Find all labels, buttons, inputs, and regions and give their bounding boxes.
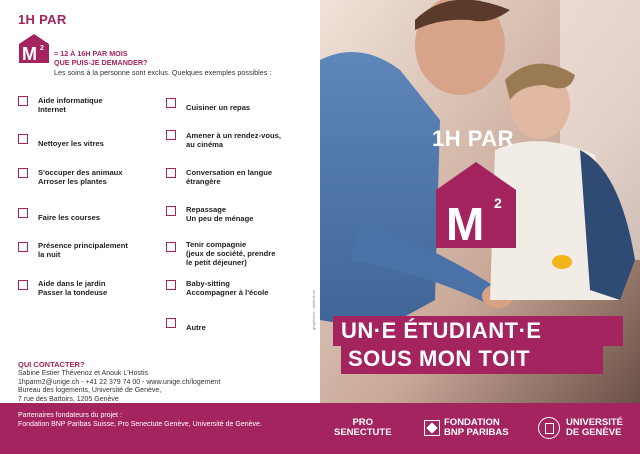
item-line: Internet [38,105,66,115]
item-line: la nuit [38,250,61,260]
unige-line-1: UNIVERSITÉ [566,417,624,428]
item-line: (jeux de société, prendre [186,249,276,259]
item-line: le petit déjeuner) [186,258,247,268]
checkbox-conversation[interactable] [166,168,176,178]
checkbox-cuisiner[interactable] [166,98,176,108]
left-panel [0,0,320,403]
partners-text [18,411,262,429]
item-line: Tenir compagnie [186,240,247,249]
note-text: Les soins à la personne sont exclus. Quelques exemples possibles : [54,68,272,77]
item-line: Conversation en langue [186,168,273,177]
topline-1h-par: 1H PAR [18,12,67,27]
item-line: Nettoyer les vitres [38,139,104,148]
item-line: S'occuper des animaux [38,168,123,177]
cover-title-line-2: SOUS MON TOIT [348,346,531,371]
item-line: Passer la tondeuse [38,288,108,298]
pro-senectute-logo [334,418,392,438]
item-line: Faire les courses [38,213,101,222]
item-line: Accompagner à l'école [186,288,269,298]
item-conversation [186,168,272,186]
item-line: au cinéma [186,140,224,150]
contact-heading: QUI CONTACTER? [18,360,85,369]
m2-logo-sup: 2 [40,45,44,52]
item-line: Autre [186,323,206,332]
subtitle-block [54,49,147,67]
subtitle-line-1: = 12 À 16H PAR MOIS [54,49,128,58]
pro-senectute-line-2: SENECTUTE [334,427,392,438]
item-line: Repassage [186,205,227,214]
cover-title-line-1: UN·E ÉTUDIANT·E [341,318,542,343]
checkbox-aide-informatique[interactable] [18,96,28,106]
item-baby-sitting [186,279,268,297]
contact-line: 7 rue des Battoirs, 1205 Genève [18,395,119,403]
item-autre [186,323,206,332]
cover-m2-m: M [446,198,485,250]
item-presence-nuit [38,241,128,259]
contact-block [18,370,220,404]
item-line: Baby-sitting [186,279,230,288]
contact-email-phone[interactable]: 1hparm2@unige.ch - +41 22 379 74 00 - www.unige.ch/logement [18,378,221,386]
checkbox-animaux[interactable] [18,168,28,178]
m2-house-logo [18,32,50,64]
contact-line: Sabine Estier Thévenoz et Anouk L'Hostis [18,370,149,377]
checkbox-courses[interactable] [18,208,28,218]
checkbox-nettoyer-vitres[interactable] [18,134,28,144]
cover-m2-sup: 2 [494,195,502,211]
item-line: Aide dans le jardin [38,279,106,288]
cover-m2-house-logo [434,160,518,250]
checkbox-baby-sitting[interactable] [166,280,176,290]
bnp-line-2: BNP PARIBAS [444,427,509,438]
checkbox-jardin[interactable] [18,280,28,290]
footer-band [0,403,640,454]
item-line: Aide informatique [38,96,103,105]
item-courses [38,213,100,222]
unige-logo [566,418,623,438]
item-compagnie [186,240,275,268]
contact-line: Bureau des logements, Université de Genève, [18,387,162,395]
item-line: Un peu de ménage [186,214,254,224]
item-line: Amener à un rendez-vous, [186,131,281,140]
partners-line-2: Fondation BNP Paribas Suisse, Pro Senectute Genève, Université de Genève. [18,421,262,428]
m2-logo-m: M [22,44,37,64]
item-animaux [38,168,123,186]
bnp-paribas-icon [424,420,440,436]
checkbox-autre[interactable] [166,318,176,328]
checkbox-repassage[interactable] [166,206,176,216]
pro-senectute-line-1: PRO [352,417,374,428]
subtitle-line-2: QUE PUIS-JE DEMANDER? [54,58,148,67]
item-line: étrangère [186,177,221,187]
bnp-line-1: FONDATION [444,417,500,428]
unige-line-2: DE GENÈVE [566,427,622,438]
item-jardin [38,279,107,297]
item-nettoyer-vitres [38,139,104,148]
item-aide-informatique [38,96,103,114]
item-cuisiner [186,103,250,112]
item-rendez-vous [186,131,281,149]
item-line: Arroser les plantes [38,177,107,187]
cover-1h-par: 1H PAR [432,126,515,151]
item-line: Cuisiner un repas [186,103,251,112]
checkbox-compagnie[interactable] [166,242,176,252]
item-line: Présence principalement [38,241,128,250]
design-credit: graphisme : laelbris.ch [311,289,316,330]
checkbox-presence-nuit[interactable] [18,242,28,252]
checkbox-rendez-vous[interactable] [166,130,176,140]
unige-seal-icon [538,417,560,439]
partners-line-1: Partenaires fondateurs du projet : [18,412,122,419]
item-repassage [186,205,254,223]
bnp-paribas-logo [444,418,509,438]
